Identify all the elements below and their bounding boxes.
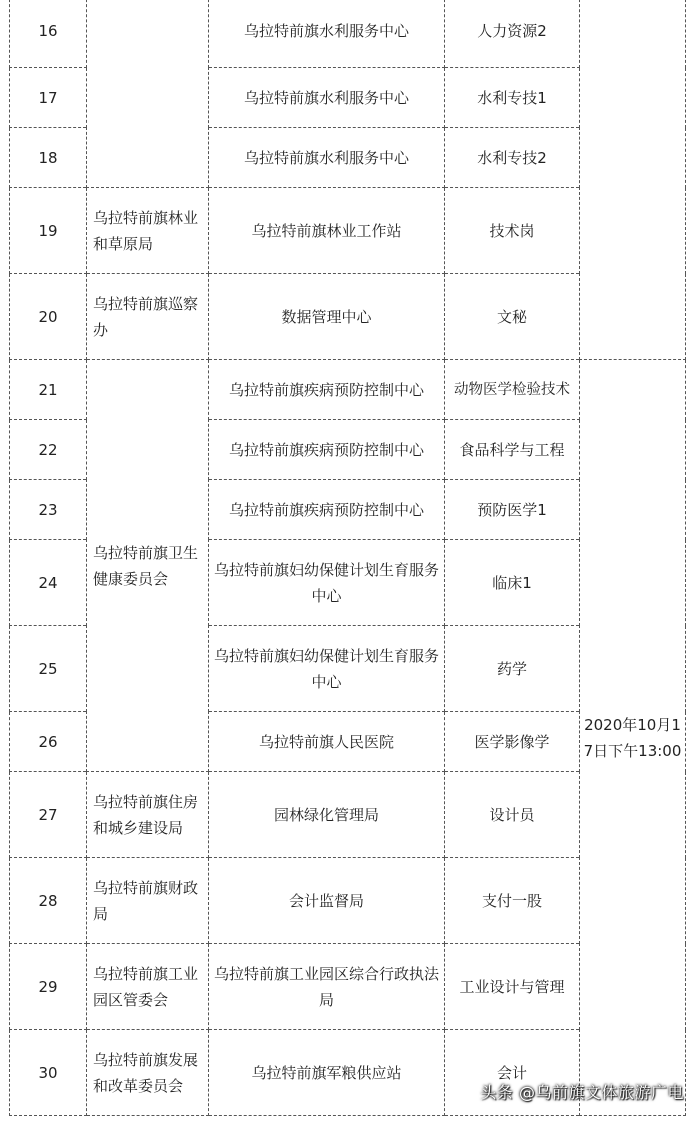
dept-cell: 乌拉特前旗发展和改革委员会 (87, 1030, 209, 1116)
row-number: 19 (10, 188, 87, 274)
row-number: 23 (10, 480, 87, 540)
unit-cell: 乌拉特前旗水利服务中心 (209, 128, 445, 188)
row-number: 25 (10, 626, 87, 712)
row-number: 26 (10, 712, 87, 772)
row-number: 21 (10, 360, 87, 420)
unit-cell: 乌拉特前旗疾病预防控制中心 (209, 360, 445, 420)
time-cell-empty (580, 0, 686, 360)
row-number: 22 (10, 420, 87, 480)
post-cell: 临床1 (445, 540, 580, 626)
unit-cell: 乌拉特前旗妇幼保健计划生育服务中心 (209, 626, 445, 712)
post-cell: 支付一股 (445, 858, 580, 944)
dept-cell: 乌拉特前旗工业园区管委会 (87, 944, 209, 1030)
dept-cell: 乌拉特前旗巡察办 (87, 274, 209, 360)
post-cell: 医学影像学 (445, 712, 580, 772)
row-number: 20 (10, 274, 87, 360)
dept-cell: 乌拉特前旗林业和草原局 (87, 188, 209, 274)
row-number: 16 (10, 0, 87, 68)
dept-cell-empty (87, 0, 209, 188)
unit-cell: 数据管理中心 (209, 274, 445, 360)
unit-cell: 园林绿化管理局 (209, 772, 445, 858)
dept-cell: 乌拉特前旗住房和城乡建设局 (87, 772, 209, 858)
table-row (10, 0, 686, 68)
row-number: 27 (10, 772, 87, 858)
unit-cell: 乌拉特前旗妇幼保健计划生育服务中心 (209, 540, 445, 626)
post-cell: 食品科学与工程 (445, 420, 580, 480)
unit-cell: 乌拉特前旗军粮供应站 (209, 1030, 445, 1116)
recruitment-table (9, 0, 686, 1116)
post-cell: 设计员 (445, 772, 580, 858)
row-number: 29 (10, 944, 87, 1030)
unit-cell: 会计监督局 (209, 858, 445, 944)
row-number: 18 (10, 128, 87, 188)
dept-cell: 乌拉特前旗财政局 (87, 858, 209, 944)
unit-cell: 乌拉特前旗疾病预防控制中心 (209, 420, 445, 480)
post-cell: 人力资源2 (445, 0, 580, 68)
dept-cell: 乌拉特前旗卫生健康委员会 (87, 360, 209, 772)
post-cell: 动物医学检验技术 (445, 360, 580, 420)
post-cell: 技术岗 (445, 188, 580, 274)
post-cell: 药学 (445, 626, 580, 712)
unit-cell: 乌拉特前旗人民医院 (209, 712, 445, 772)
unit-cell: 乌拉特前旗林业工作站 (209, 188, 445, 274)
row-number: 24 (10, 540, 87, 626)
row-number: 30 (10, 1030, 87, 1116)
post-cell: 预防医学1 (445, 480, 580, 540)
row-number: 28 (10, 858, 87, 944)
post-cell: 会计 (445, 1030, 580, 1116)
unit-cell: 乌拉特前旗工业园区综合行政执法局 (209, 944, 445, 1030)
row-number: 17 (10, 68, 87, 128)
unit-cell: 乌拉特前旗水利服务中心 (209, 0, 445, 68)
post-cell: 水利专技1 (445, 68, 580, 128)
watermark: 头条 @乌前旗文体旅游广电 (480, 1083, 684, 1102)
post-cell: 水利专技2 (445, 128, 580, 188)
post-cell: 文秘 (445, 274, 580, 360)
unit-cell: 乌拉特前旗水利服务中心 (209, 68, 445, 128)
unit-cell: 乌拉特前旗疾病预防控制中心 (209, 480, 445, 540)
post-cell: 工业设计与管理 (445, 944, 580, 1030)
table-row (10, 360, 686, 420)
time-cell: 2020年10月17日下午13:00 (580, 360, 686, 1116)
